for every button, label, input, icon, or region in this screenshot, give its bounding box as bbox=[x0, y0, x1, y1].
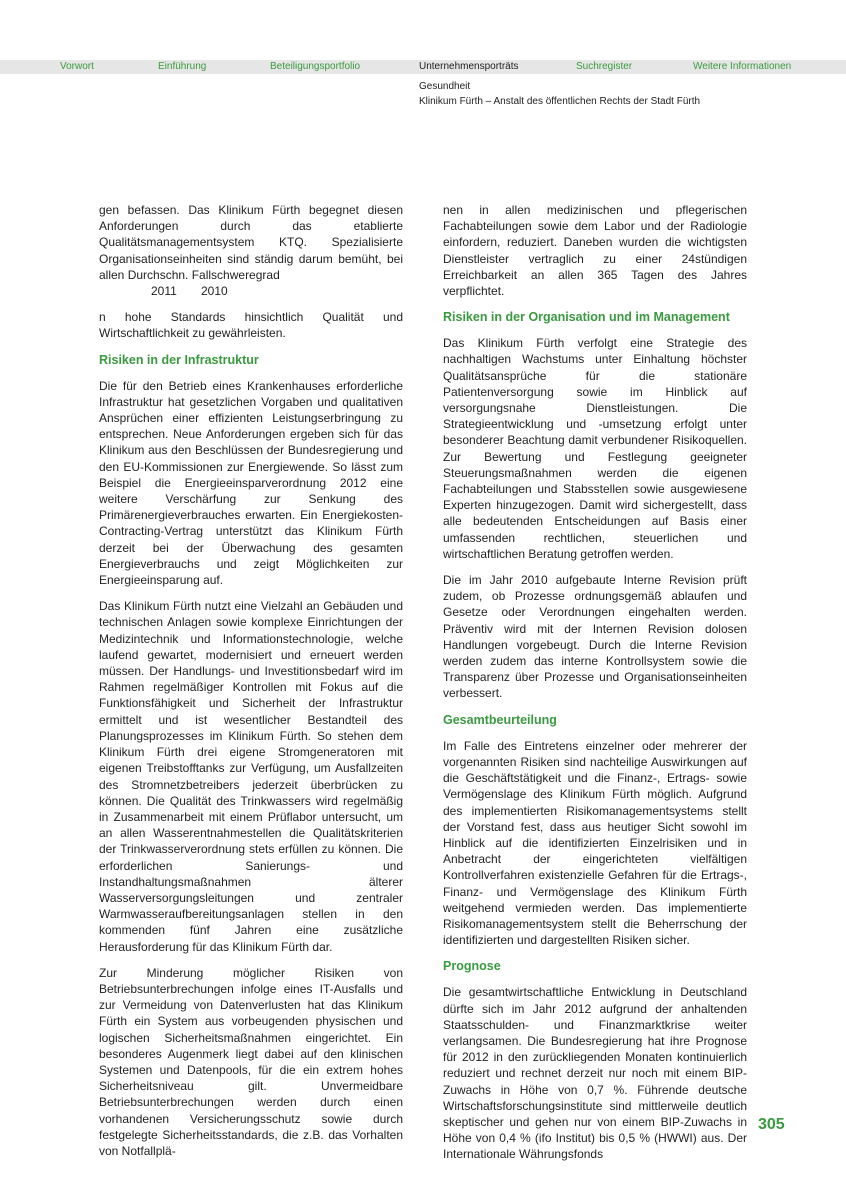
paragraph: Im Falle des Eintretens einzelner oder mehrerer der vorgenannten Risiken sind nachteilige Auswirkungen auf die Geschäftstätigkeit und die Finanz-, Ertrags- sowie Vermögenslage des Klinikum Fürth möglich. Aufgrund des implementierten Risikomanagementsystems stellt der Vorstand fest, dass aus heutiger Sicht sowohl im Hinblick auf die identifizierten Einzelrisiken und in Anbetracht der eingerichteten vielfältigen Kontrollverfahren existenzielle Gefahren für die Ertrags-, Finanz- und Vermögenslage des Klinikum Fürth weitgehend vermieden werden. Das implementierte Risikomanagementsystem stellt die Beherrschung der identifizierten und dargestellten Risiken sicher. bbox=[443, 738, 747, 948]
nav-unternehmensportraets[interactable]: Unternehmensporträts bbox=[419, 61, 519, 72]
paragraph: nen in allen medizinischen und pflegerischen Fachabteilungen sowie dem Labor und der Radiologie einfordern, reduziert. Daneben wurden die wichtigsten Dienstleister vertraglich zu einer 24stündigen Erreichbarkeit an allen 365 Tagen des Jahres verpflichtet. bbox=[443, 203, 747, 299]
nav-suchregister[interactable]: Suchregister bbox=[576, 61, 633, 72]
section-heading-organisation: Risiken in der Organisation und im Management bbox=[443, 310, 730, 325]
breadcrumb-company: Klinikum Fürth – Anstalt des öffentlichen Rechts der Stadt Fürth bbox=[419, 96, 701, 107]
breadcrumb-category: Gesundheit bbox=[419, 81, 471, 92]
nav-beteiligungsportfolio[interactable]: Beteiligungsportfolio bbox=[270, 61, 361, 72]
paragraph: Zur Minderung möglicher Risiken von Betriebsunterbrechungen infolge eines IT-Ausfalls und zur Vermeidung von Datenverlusten hat das Klinikum Fürth ein System aus vorbeugenden physischen und logischen Sicherheitsmaßnahmen eingerichtet. Ein besonderes Augenmerk liegt dabei auf den klinischen Systemen und Datenpools, für die ein extrem hohes Sicherheitsniveau gilt. Unvermeidbare Betriebsunterbrechungen werden durch einen vorhandenen Versicherungsschutz sowie durch festgelegte Sicherheitsstandards, die z.B. das Vorhalten von Notfallplä- bbox=[99, 965, 403, 1158]
paragraph: Die für den Betrieb eines Krankenhauses erforderliche Infrastruktur hat gesetzlichen Vorgaben und qualitativen Ansprüchen einer effizienten Leistungserbringung zu entsprechen. Neue Anforderungen ergeben sich für das Klinikum aus den Beschlüssen der Bundesregierung und den EU-Kommissionen zur Energiewende. So lässt zum Beispiel die Energieeinsparverordnung 2012 eine weitere Verschärfung zur Senkung des Primärenergieverbrauches erwarten. Ein Energiekosten-Contracting-Vertrag unterstützt das Klinikum Fürth derzeit bei der Überwachung des gesamten Energieverbrauchs und zeigt Möglichkeiten zur Energieeinsparung auf. bbox=[99, 378, 403, 588]
nav-vorwort[interactable]: Vorwort bbox=[60, 61, 94, 72]
year-labels bbox=[99, 283, 403, 299]
page-number: 305 bbox=[758, 1116, 785, 1133]
paragraph: Das Klinikum Fürth nutzt eine Vielzahl an Gebäuden und technischen Anlagen sowie komplexe Einrichtungen der Medizintechnik und Informationstechnologie, welche laufend gewartet, modernisiert und erneuert werden müssen. Der Handlungs- und Investitionsbedarf wird im Rahmen regelmäßiger Kontrollen mit Fokus auf die Funktionsfähigkeit und Sicherheit der Infrastruktur ermittelt und ist wesentlicher Bestandteil des Planungsprozesses im Klinikum Fürth. So stehen dem Klinikum Fürth drei eigene Stromgeneratoren mit eigenen Treibstofftanks zur Verfügung, um Ausfallzeiten des Stromnetzbetreibers jederzeit überbrücken zu können. Die Qualität des Trinkwassers wird regelmäßig in Zusammenarbeit mit einem Prüflabor untersucht, um an allen Wasserentnahmestellen die Qualitätskriterien der Trinkwasserverordnung stets erfüllen zu können. Die erforderlichen Sanierungs- und Instandhaltungsmaßnahmen älterer Wasserversorgungsleitungen und zentraler Warmwasseraufbereitungsanlagen stellen in den kommenden fünf Jahren eine zusätzliche Herausforderung für das Klinikum Fürth dar. bbox=[99, 599, 403, 954]
paragraph: n hohe Standards hinsichtlich Qualität und Wirtschaftlichkeit zu gewährleisten. bbox=[99, 310, 403, 341]
paragraph: Die im Jahr 2010 aufgebaute Interne Revision prüft zudem, ob Prozesse ordnungsgemäß ablaufen und Gesetze oder Verordnungen eingehalten werden. Präventiv wird mit der Internen Revision dolosen Handlungen vorgebeugt. Durch die Interne Revision werden zudem das interne Kontrollsystem sowie die Transparenz über Prozesse und Organisationseinheiten verbessert. bbox=[443, 573, 747, 701]
paragraph: Die gesamtwirtschaftliche Entwicklung in Deutschland dürfte sich im Jahr 2012 aufgrund der anhaltenden Staatsschulden- und Finanzmarktkrise weiter verlangsamen. Die Bundesregierung hat ihre Prognose für 2012 in den zurückliegenden Monaten kontinuierlich reduziert und rechnet derzeit nur noch mit einem BIP-Zuwachs in Höhe von 0,7 %. Führende deutsche Wirtschaftsforschungsinstitute sind mittlerweile deutlich skeptischer und gehen nur von einem BIP-Zuwachs in Höhe von 0,4 % (ifo Institut) bis 0,5 % (HWWI) aus. Der Internationale Währungsfonds bbox=[443, 985, 747, 1162]
paragraph: gen befassen. Das Klinikum Fürth begegnet diesen Anforderungen durch das etablierte Qualitätsmanagementsystem KTQ. Spezialisierte Organisationseinheiten sind ständig darum bemüht, bei allen Durchschn. Fallschweregrad bbox=[99, 203, 403, 282]
left-column bbox=[99, 202, 403, 1169]
section-heading-prognose: Prognose bbox=[443, 959, 501, 974]
paragraph: Das Klinikum Fürth verfolgt eine Strategie des nachhaltigen Wachstums unter Einhaltung höchster Qualitätsansprüche für die stationäre Patientenversorgung sowie im Hinblick auf versorgungsnahe Dienstleistungen. Die Strategieentwicklung und -umsetzung erfolgt unter besonderer Beachtung damit verbundener Risikoquellen. Zur Bewertung und Festlegung geeigneter Steuerungsmaßnahmen werden die eigenen Fachabteilungen und Stabsstellen sowie ausgewiesene Experten hinzugezogen. Damit wird sichergestellt, dass alle bedeutenden Entscheidungen auf Basis einer umfassenden rechtlichen, steuerlichen und wirtschaftlichen Beratung getroffen werden. bbox=[443, 336, 747, 561]
right-column bbox=[443, 202, 747, 1173]
year-label-2011: 2011 bbox=[151, 284, 177, 299]
top-navigation bbox=[0, 60, 846, 74]
section-heading-infrastruktur: Risiken in der Infrastruktur bbox=[99, 352, 259, 367]
section-heading-gesamtbeurteilung: Gesamtbeurteilung bbox=[443, 712, 557, 727]
year-label-2010: 2010 bbox=[201, 284, 228, 299]
nav-einfuehrung[interactable]: Einführung bbox=[158, 61, 207, 72]
nav-weitere-informationen[interactable]: Weitere Informationen bbox=[693, 61, 792, 72]
